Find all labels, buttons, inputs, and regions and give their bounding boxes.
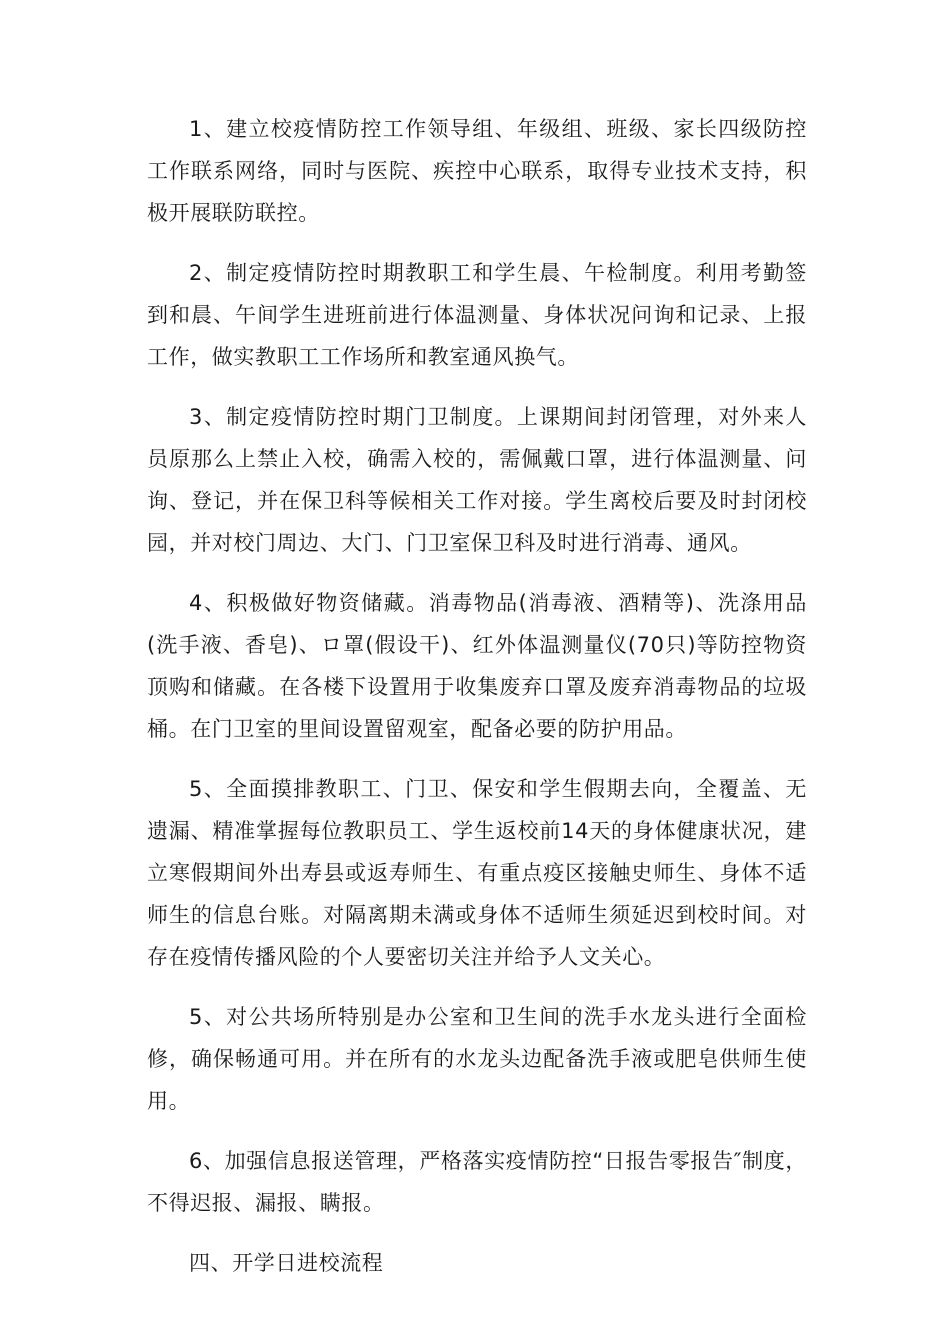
paragraph-7: 6、加强信息报送管理，严格落实疫情防控“日报告零报告″制度，不得迟报、漏报、瞒报。 — [147, 1149, 807, 1215]
document-body — [147, 108, 807, 1284]
paragraph-5: 5、全面摸排教职工、门卫、保安和学生假期去向，全覆盖、无遗漏、精准掌握每位教职员工、学生返校前14天的身体健康状况，建立寒假期间外出寿县或返寿师生、有重点疫区接触史师生、身体不适师生的信息台账。对隔离期未满或身体不适师生须延迟到校时间。对存在疫情传播风险的个人要密切关注并给予人文关心。 — [147, 777, 807, 969]
paragraph-6: 5、对公共场所特别是办公室和卫生间的洗手水龙头进行全面检修，确保畅通可用。并在所有的水龙头边配备洗手液或肥皂供师生使用。 — [147, 1005, 807, 1113]
paragraph-1: 1、建立校疫情防控工作领导组、年级组、班级、家长四级防控工作联系网络，同时与医院、疾控中心联系，取得专业技术支持，积极开展联防联控。 — [147, 117, 807, 225]
section-heading: 四、开学日进校流程 — [189, 1251, 384, 1275]
paragraph-3: 3、制定疫情防控时期门卫制度。上课期间封闭管理，对外来人员原那么上禁止入校，确需入校的，需佩戴口罩，进行体温测量、问询、登记，并在保卫科等候相关工作对接。学生离校后要及时封闭校园，并对校门周边、大门、门卫室保卫科及时进行消毒、通风。 — [147, 405, 807, 555]
paragraph-4: 4、积极做好物资储藏。消毒物品(消毒液、酒精等)、洗涤用品(洗手液、香皂)、ロ罩(假设干)、红外体温测量仪(70只)等防控物资顶购和储藏。在各楼下设置用于收集废弃口罩及废弃消毒物品的垃圾桶。在门卫室的里间设置留观室，配备必要的防护用品。 — [147, 591, 807, 741]
paragraph-2: 2、制定疫情防控时期教职工和学生晨、午检制度。利用考勤签到和晨、午间学生进班前进行体温测量、身体状况问询和记录、上报工作，做实教职工工作场所和教室通风换气。 — [147, 261, 807, 369]
